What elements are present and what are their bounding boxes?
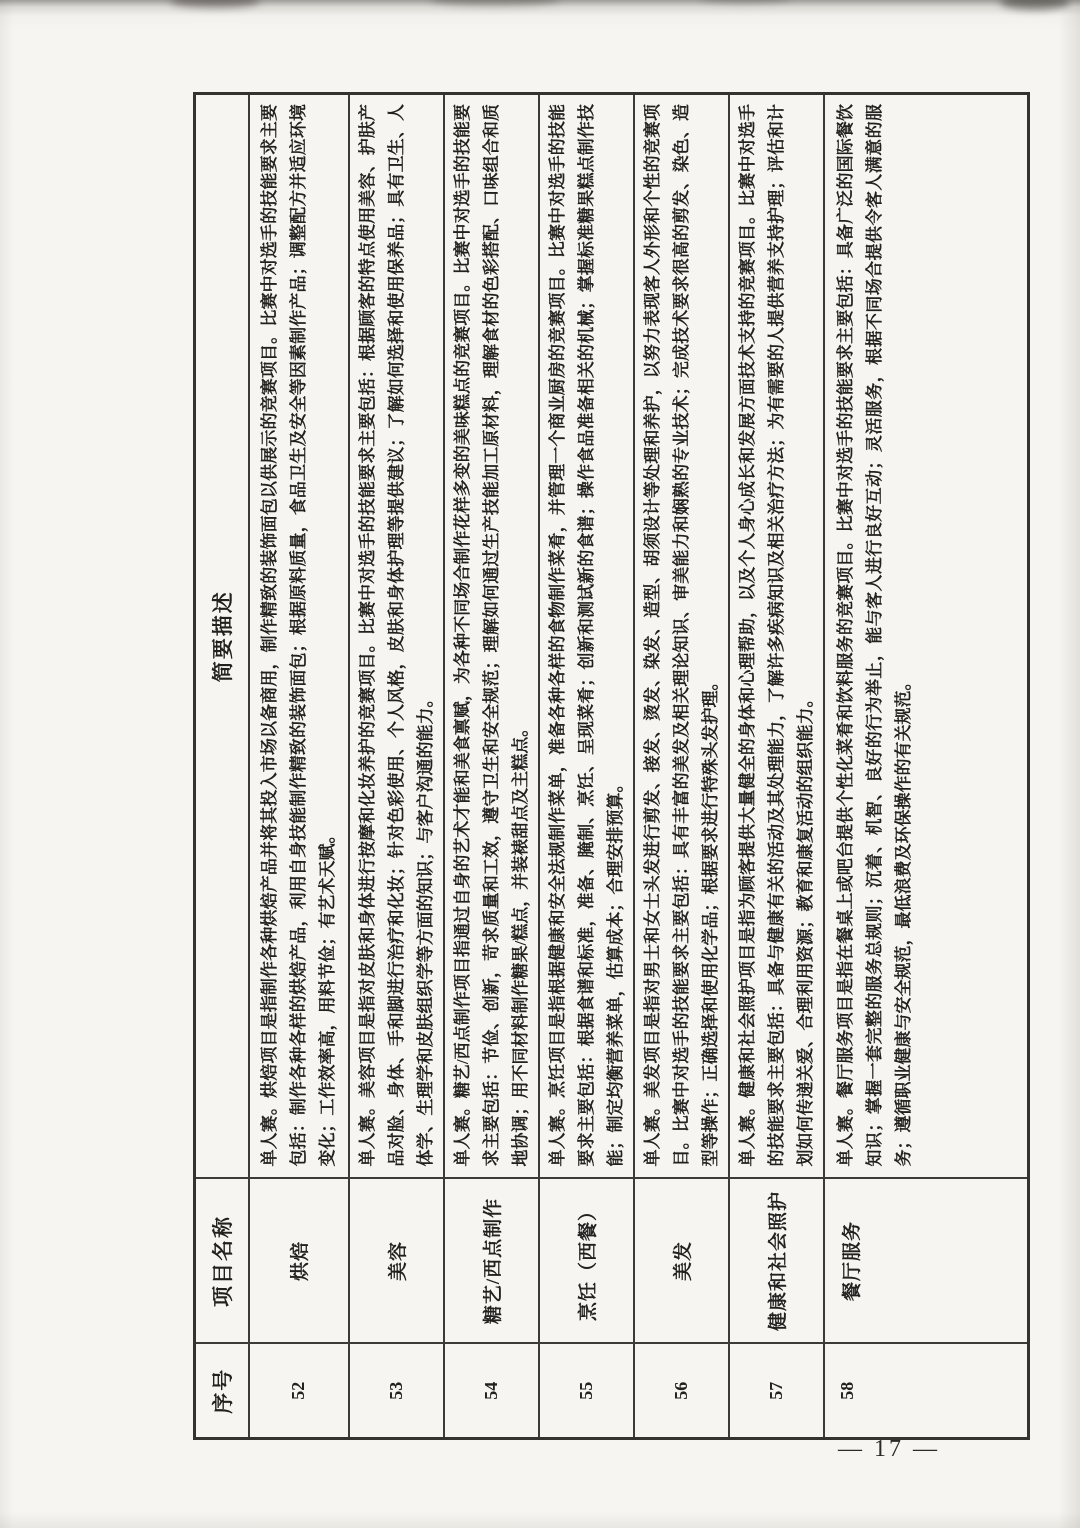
skills-table — [193, 92, 1030, 1440]
scan-artifact — [170, 0, 260, 8]
row-index: 57 — [729, 1344, 824, 1439]
row-description: 单人赛。糖艺/西点制作项目指通过自身的艺术才能和美食禀赋，为各种不同场合制作花样多变的美味糕点的竞赛项目。比赛中对选手的技能要求主要包括：节俭、创新，苛求质量和工效，遵守卫生和安全规范；理解如何通过生产技能加工原材料，理解食材的色彩搭配、口味组合和质地协调；用不同材料制作糖果/糕点，并装裱甜点及主糕点。 — [444, 94, 539, 1179]
table-row-54 — [444, 94, 539, 1439]
row-description: 单人赛。美容项目是指对皮肤和身体进行按摩和化妆养护的竞赛项目。比赛中对选手的技能要求主要包括：根据顾客的特点使用美容、护肤产品对脸、身体、手和脚进行治疗和化妆；针对色彩使用、个人风格，皮肤和身体护理等提供建议；了解如何选择和使用保养品；具有卫生、人体学、生理学和皮肤组织学等方面的知识；与客户沟通的能力。 — [349, 94, 444, 1179]
scan-artifact — [700, 0, 790, 3]
table-row-58 — [824, 94, 1029, 1439]
row-name: 美容 — [349, 1179, 444, 1344]
table-header-row — [195, 94, 249, 1439]
table-row-56 — [634, 94, 729, 1439]
row-description: 单人赛。美发项目是指对男士和女士头发进行剪发、接发、烫发、染发、造型、胡须设计等处理和养护，以努力表现客人外形和个性的竞赛项目。比赛中对选手的技能要求主要包括：具有丰富的美发及相关理论知识、审美能力和娴熟的专业技术；完成技术要求很高的剪发、染色、造型等操作；正确选择和使用化学品；根据要求进行特殊头发护理。 — [634, 94, 729, 1179]
table-row-57 — [729, 94, 824, 1439]
table-row-55 — [539, 94, 634, 1439]
row-index: 54 — [444, 1344, 539, 1439]
page-number: — 17 — — [838, 1436, 940, 1462]
row-description: 单人赛。健康和社会照护项目是指为顾客提供大量健全的身体和心理帮助，以及个人身心成长和发展方面技术支持的竞赛项目。比赛中对选手的技能要求主要包括：具备与健康有关的活动及其处理能力，了解许多疾病知识及相关治疗方法；为有需要的人提供营养支持护理；评估和计划如何传递关爱、合理利用资源；教育和康复活动的组织能力。 — [729, 94, 824, 1179]
scan-artifact — [1000, 0, 1070, 10]
row-index: 52 — [249, 1344, 349, 1439]
row-name: 餐厅服务 — [824, 1179, 1029, 1344]
scan-artifact — [430, 0, 560, 6]
row-name: 烹饪（西餐） — [539, 1179, 634, 1344]
row-index: 53 — [349, 1344, 444, 1439]
header-description: 简要描述 — [195, 94, 249, 1179]
row-name: 糖艺/西点制作 — [444, 1179, 539, 1344]
row-description: 单人赛。烹饪项目是指根据健康和安全法规制作菜单，准备各种各样的食物制作菜肴，并管理一个商业厨房的竞赛项目。比赛中对选手的技能要求主要包括：根据食谱和标准，准备、腌制、烹饪、呈现菜肴；创新和测试新的食谱；操作食品准备相关的机械；掌握标准糖果糕点制作技能；制定均衡营养菜单，估算成本；合理安排预算。 — [539, 94, 634, 1179]
table-row-52 — [249, 94, 349, 1439]
header-index: 序号 — [195, 1344, 249, 1439]
row-index: 58 — [824, 1344, 1029, 1439]
row-description: 单人赛。餐厅服务项目是指在餐桌上或吧台提供个性化菜肴和饮料服务的竞赛项目。比赛中对选手的技能要求主要包括：具备广泛的国际餐饮知识；掌握一套完整的服务总规则；沉着、机智、良好的行为举止，能与客人进行良好互动；灵活服务，根据不同场合提供令客人满意的服务；遵循职业健康与安全规范，最低浪费及环保操作的有关规范。 — [824, 94, 1029, 1179]
row-index: 55 — [539, 1344, 634, 1439]
rotated-table-container — [193, 95, 1008, 1440]
row-description: 单人赛。烘焙项目是指制作各种烘焙产品并将其投入市场以备商用，制作精致的装饰面包以供展示的竞赛项目。比赛中对选手的技能要求主要包括：制作各种各样的烘焙产品，利用自身技能制作精致的装饰面包；根据原料质量，食品卫生及安全等因素制作产品；调整配方并适应环境变化；工作效率高，用料节俭；有艺术天赋。 — [249, 94, 349, 1179]
row-name: 健康和社会照护 — [729, 1179, 824, 1344]
row-index: 56 — [634, 1344, 729, 1439]
header-name: 项目名称 — [195, 1179, 249, 1344]
row-name: 烘焙 — [249, 1179, 349, 1344]
table-row-53 — [349, 94, 444, 1439]
row-name: 美发 — [634, 1179, 729, 1344]
